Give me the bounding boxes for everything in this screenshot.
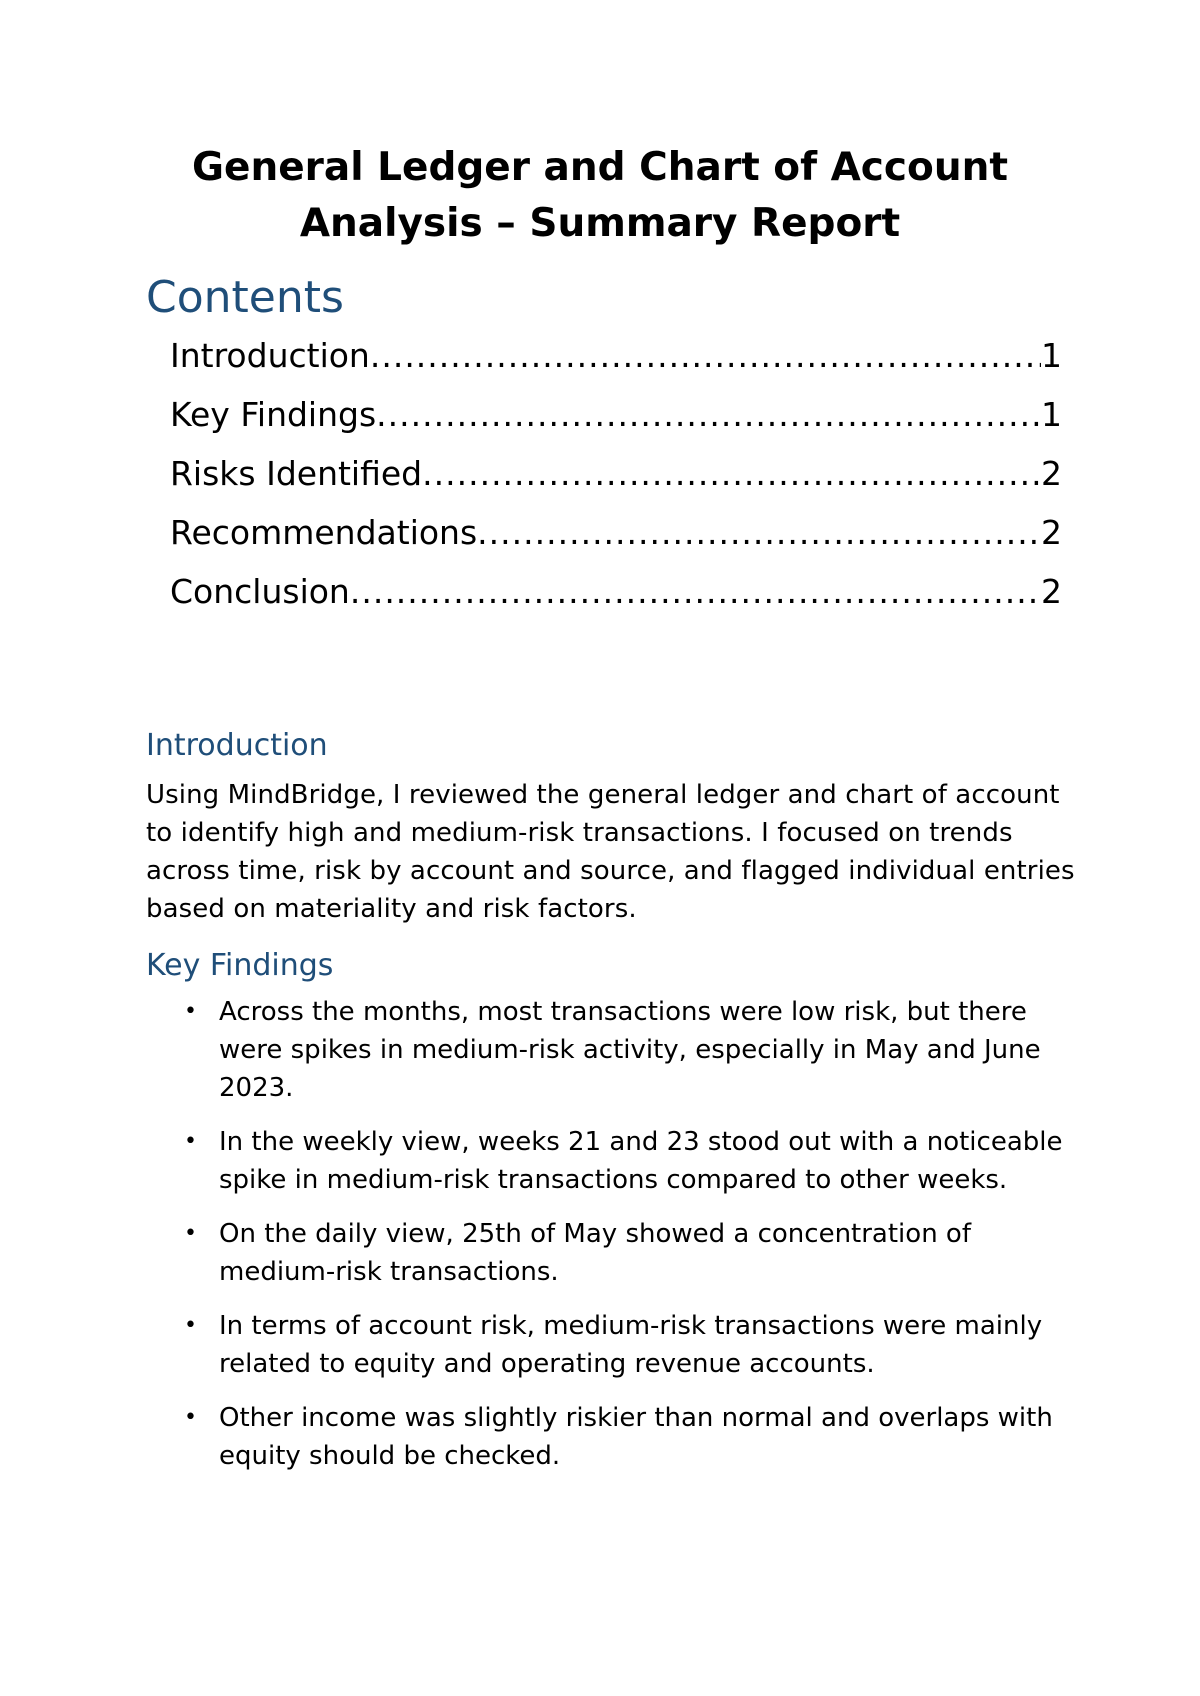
toc-dot-leader <box>376 385 1041 444</box>
list-item-text: Across the months, most transactions were low risk, but there were spikes in medium-risk activity, especially in May and June 2023. <box>219 997 1041 1103</box>
toc-entry-risks-identified[interactable] <box>170 444 1062 503</box>
toc-entry-label: Introduction <box>170 336 370 375</box>
list-item-text: On the daily view, 25th of May showed a concentration of medium-risk transactions. <box>219 1219 971 1287</box>
toc-page-number: 1 <box>1041 395 1062 434</box>
toc-page-number: 1 <box>1041 336 1062 375</box>
list-item-text: Other income was slightly riskier than normal and overlaps with equity should be checked. <box>219 1403 1053 1471</box>
toc-dot-leader <box>477 503 1041 562</box>
list-item-text: In terms of account risk, medium-risk transactions were mainly related to equity and operating revenue accounts. <box>219 1311 1043 1379</box>
toc-entry-label: Risks Identified <box>170 454 423 493</box>
list-item <box>146 1399 1076 1475</box>
toc-dot-leader <box>370 326 1041 385</box>
toc-entry-label: Conclusion <box>170 572 350 611</box>
list-item <box>146 1215 1076 1291</box>
contents-heading: Contents <box>146 272 344 323</box>
key-findings-list <box>146 993 1076 1491</box>
toc-entry-label: Key Findings <box>170 395 377 434</box>
list-item <box>146 993 1076 1107</box>
list-item <box>146 1307 1076 1383</box>
toc-dot-leader <box>422 444 1041 503</box>
toc-page-number: 2 <box>1041 572 1062 611</box>
bullet-icon: • <box>184 999 197 1024</box>
list-item <box>146 1123 1076 1199</box>
toc-page-number: 2 <box>1041 513 1062 552</box>
document-title-line-2: Analysis – Summary Report <box>299 201 901 246</box>
key-findings-heading: Key Findings <box>146 948 334 983</box>
toc-dot-leader <box>350 562 1041 621</box>
introduction-paragraph: Using MindBridge, I reviewed the general ledger and chart of account to identify high and medium-risk transactions. I focused on trends across time, risk by account and source, and flagged individual entries based on materiality and risk factors. <box>146 780 1075 924</box>
toc-entry-introduction[interactable] <box>170 326 1062 385</box>
bullet-icon: • <box>184 1129 197 1154</box>
toc-page-number: 2 <box>1041 454 1062 493</box>
bullet-icon: • <box>184 1221 197 1246</box>
bullet-icon: • <box>184 1405 197 1430</box>
toc-entry-recommendations[interactable] <box>170 503 1062 562</box>
document-title-line-1: General Ledger and Chart of Account <box>191 145 1009 190</box>
list-item-text: In the weekly view, weeks 21 and 23 stood out with a noticeable spike in medium-risk transactions compared to other weeks. <box>219 1127 1063 1195</box>
toc-entry-key-findings[interactable] <box>170 385 1062 444</box>
toc-entry-conclusion[interactable] <box>170 562 1062 621</box>
table-of-contents <box>170 326 1062 621</box>
document-title <box>140 140 1060 252</box>
bullet-icon: • <box>184 1313 197 1338</box>
toc-entry-label: Recommendations <box>170 513 478 552</box>
introduction-heading: Introduction <box>146 728 328 763</box>
